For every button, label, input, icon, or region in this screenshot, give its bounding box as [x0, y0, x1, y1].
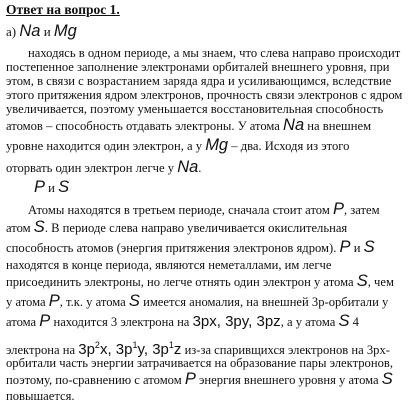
- element-p: P: [332, 200, 344, 218]
- electron-configuration: $3p^2x$, $3p^1y$, $3p^1z$: [78, 340, 182, 358]
- orbitals-3p: 3px, 3py, 3pz: [192, 313, 281, 330]
- para2-line6-mid: , т.к. у атома: [59, 295, 126, 309]
- para2-line3: [6, 240, 375, 255]
- para2-line8-end: из-за спаривщихся электронов на 3рх-: [184, 343, 390, 357]
- para2-line4: находятся в конце периода, являются неметаллами, им легче: [6, 258, 332, 272]
- element-s: S: [128, 292, 140, 310]
- para2-line6-end: имеется аномалия, на внешней 3р-орбитали у: [143, 295, 389, 309]
- para1-line2: постепенное заполнение электронами орбиталей внешнего уровня, при: [6, 60, 390, 74]
- para1-line7: [6, 138, 349, 153]
- para2-line5: [6, 274, 394, 289]
- para1-line1: находясь в одном периоде, а мы знаем, что слева направо происходит: [28, 46, 401, 60]
- para2-line10-mid: энергия внешнего уровня у атома: [199, 373, 379, 387]
- para2-line1-end: , затем: [343, 203, 380, 217]
- para2-line5-end: , чем: [367, 275, 394, 289]
- element-s: S: [33, 218, 45, 236]
- conjunction: и: [48, 181, 55, 195]
- element-s: S: [338, 312, 350, 330]
- para1-line7-text: уровне находится один электрон, а у: [6, 139, 203, 153]
- para2-line6-text: у атома: [6, 295, 46, 309]
- para1-line5: увеличивается, поэтому уменьшается восстановительная способность: [6, 102, 384, 116]
- para2-line3-text: способность атомов (энергия притяжения электронов ядром).: [6, 241, 337, 255]
- part-a-label: а): [6, 24, 17, 39]
- period: .: [198, 161, 202, 175]
- para1-line6: [6, 118, 371, 133]
- element-s: S: [356, 272, 368, 290]
- para2-line7: [6, 314, 359, 329]
- para2-line8-text: электрона на: [6, 343, 76, 357]
- element-p: P: [34, 178, 46, 196]
- element-mg: Mg: [205, 136, 229, 154]
- para1-line8-text: оторвать один электрон легче у: [6, 161, 175, 175]
- element-s: S: [58, 178, 70, 196]
- para2-line7-text: атома: [6, 315, 37, 329]
- element-p: P: [339, 238, 351, 256]
- para1-line7-end: – два. Исходя из этого: [231, 139, 350, 153]
- element-p: P: [39, 312, 51, 330]
- para2-line7-end: 4: [352, 315, 359, 329]
- answer-title: Ответ на вопрос 1.: [6, 2, 120, 17]
- para2-line1-text: Атомы находятся в третьем периоде, сначала стоит атом: [28, 203, 330, 217]
- element-mg: Mg: [53, 22, 77, 40]
- element-na: Na: [283, 116, 305, 134]
- element-s: S: [381, 370, 393, 388]
- conjunction: и: [353, 241, 361, 255]
- element-p: P: [184, 370, 196, 388]
- para2-line7-mid2: , а у атома: [280, 315, 336, 329]
- para2-line8: [6, 338, 390, 357]
- element-s: S: [363, 238, 375, 256]
- para1-line3: этом, в связи с возрастанием заряда ядра и усиливающимся, вследствие: [6, 74, 392, 88]
- para1-line8: [6, 160, 201, 175]
- para1-line6-text: атомов – способность отдавать электроны. У атома: [6, 119, 280, 133]
- para2-line7-mid: находится 3 электрона на: [53, 315, 190, 329]
- part-b-heading: [34, 180, 69, 195]
- para2-line9: орбитали часть энергии затрачивается на образование пары электронов,: [6, 356, 393, 370]
- para2-line1: [28, 202, 380, 217]
- element-na: Na: [177, 158, 199, 176]
- element-p: P: [48, 292, 60, 310]
- element-na: Na: [19, 22, 41, 40]
- para1-line4: этого притяжения ядром электронов, прочность связи электронов с ядром: [6, 88, 403, 102]
- para2-line6: [6, 294, 388, 309]
- para2-line11: повышается.: [6, 389, 75, 403]
- para2-line2-text: атом: [6, 221, 31, 235]
- conjunction: и: [43, 24, 51, 39]
- para2-line10: [6, 372, 393, 387]
- para2-line10-text: поэтому, по-сравнению с атомом: [6, 373, 182, 387]
- para2-line2: [6, 220, 347, 235]
- para2-line2-end: . В периоде слева направо увеличивается окислительная: [44, 221, 348, 235]
- para2-line5-text: присоединить электроны, но легче отнять один электрон у атома: [6, 275, 354, 289]
- para1-line6-end: на внешнем: [307, 119, 372, 133]
- part-a-heading: [6, 24, 77, 39]
